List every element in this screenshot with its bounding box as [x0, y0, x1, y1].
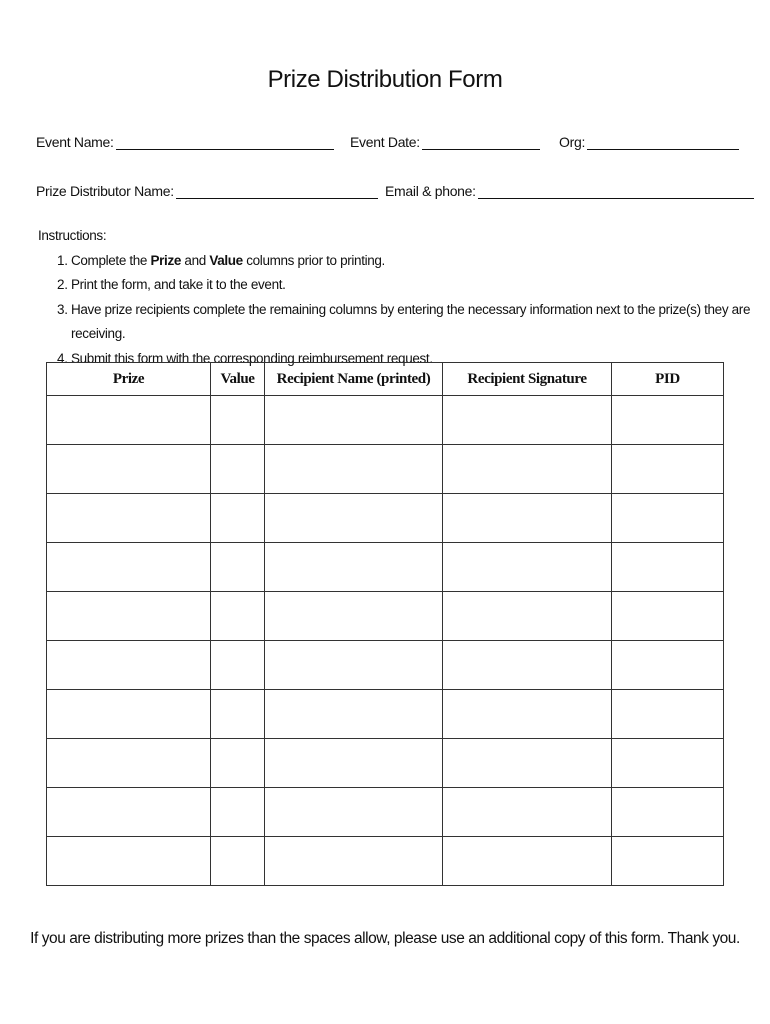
step1-text-a: Complete the [71, 252, 151, 268]
instruction-step-1 [71, 249, 770, 274]
distributor-label: Prize Distributor Name: [36, 183, 174, 199]
table-row [47, 837, 724, 886]
email-phone-field[interactable] [385, 179, 754, 199]
pid-cell[interactable] [612, 788, 724, 837]
value-cell[interactable] [211, 690, 265, 739]
recipient-name-cell[interactable] [265, 592, 443, 641]
table-row [47, 690, 724, 739]
form-title: Prize Distribution Form [267, 66, 503, 93]
prize-table [46, 362, 724, 886]
column-header-recipient-name: Recipient Name (printed) [265, 363, 443, 396]
distributor-field[interactable] [36, 179, 378, 199]
pid-cell[interactable] [612, 494, 724, 543]
recipient-name-cell[interactable] [265, 739, 443, 788]
table-row [47, 641, 724, 690]
event-date-label: Event Date: [350, 134, 420, 150]
recipient-signature-cell[interactable] [443, 837, 612, 886]
instruction-step-2: 2. Print the form, and take it to the event. [71, 273, 770, 298]
recipient-name-cell[interactable] [265, 788, 443, 837]
event-date-line[interactable] [422, 134, 540, 150]
recipient-signature-cell[interactable] [443, 788, 612, 837]
table-row [47, 543, 724, 592]
value-cell[interactable] [211, 641, 265, 690]
step1-text-b: and [181, 252, 210, 268]
column-header-pid: PID [612, 363, 724, 396]
prize-cell[interactable] [47, 739, 211, 788]
org-line[interactable] [587, 134, 739, 150]
recipient-name-cell[interactable] [265, 445, 443, 494]
prize-table-body [47, 396, 724, 886]
step1-prize-bold: Prize [150, 252, 182, 268]
pid-cell[interactable] [612, 396, 724, 445]
value-cell[interactable] [211, 543, 265, 592]
column-header-recipient-signature: Recipient Signature [443, 363, 612, 396]
recipient-signature-cell[interactable] [443, 494, 612, 543]
column-header-prize: Prize [47, 363, 211, 396]
table-row [47, 494, 724, 543]
prize-cell[interactable] [47, 396, 211, 445]
recipient-signature-cell[interactable] [443, 690, 612, 739]
recipient-name-cell[interactable] [265, 543, 443, 592]
recipient-signature-cell[interactable] [443, 641, 612, 690]
instruction-step-4: 4. Submit this form with the corresponding reimbursement request. [71, 347, 770, 372]
value-cell[interactable] [211, 739, 265, 788]
prize-cell[interactable] [47, 543, 211, 592]
instruction-step-3: 3. Have prize recipients complete the remaining columns by entering the necessary information next to the prize(s) they are receiving. [71, 298, 770, 347]
prize-cell[interactable] [47, 445, 211, 494]
pid-cell[interactable] [612, 837, 724, 886]
pid-cell[interactable] [612, 445, 724, 494]
recipient-signature-cell[interactable] [443, 592, 612, 641]
value-cell[interactable] [211, 788, 265, 837]
event-date-field[interactable] [350, 130, 540, 150]
table-row [47, 739, 724, 788]
org-field[interactable] [559, 130, 739, 150]
step1-value-bold: Value [209, 252, 243, 268]
recipient-name-cell[interactable] [265, 641, 443, 690]
recipient-signature-cell[interactable] [443, 543, 612, 592]
table-row [47, 396, 724, 445]
instructions-list [38, 249, 770, 372]
value-cell[interactable] [211, 396, 265, 445]
table-row [47, 445, 724, 494]
pid-cell[interactable] [612, 592, 724, 641]
prize-cell[interactable] [47, 788, 211, 837]
pid-cell[interactable] [612, 690, 724, 739]
prize-cell[interactable] [47, 837, 211, 886]
table-row [47, 788, 724, 837]
column-header-value: Value [211, 363, 265, 396]
prize-cell[interactable] [47, 494, 211, 543]
email-phone-label: Email & phone: [385, 183, 476, 199]
event-name-field[interactable] [36, 130, 334, 150]
recipient-name-cell[interactable] [265, 690, 443, 739]
instructions-heading: Instructions: [38, 228, 107, 243]
recipient-name-cell[interactable] [265, 494, 443, 543]
event-name-line[interactable] [116, 134, 334, 150]
event-name-label: Event Name: [36, 134, 114, 150]
value-cell[interactable] [211, 445, 265, 494]
org-label: Org: [559, 134, 586, 150]
pid-cell[interactable] [612, 543, 724, 592]
email-phone-line[interactable] [478, 183, 754, 199]
prize-cell[interactable] [47, 641, 211, 690]
value-cell[interactable] [211, 494, 265, 543]
recipient-signature-cell[interactable] [443, 396, 612, 445]
value-cell[interactable] [211, 837, 265, 886]
recipient-signature-cell[interactable] [443, 739, 612, 788]
step1-text-c: columns prior to printing. [242, 252, 385, 268]
pid-cell[interactable] [612, 641, 724, 690]
recipient-name-cell[interactable] [265, 396, 443, 445]
pid-cell[interactable] [612, 739, 724, 788]
table-header-row [47, 363, 724, 396]
value-cell[interactable] [211, 592, 265, 641]
footer-note: If you are distributing more prizes than the spaces allow, please use an additional copy of this form. Thank you. [30, 930, 740, 947]
prize-cell[interactable] [47, 592, 211, 641]
prize-cell[interactable] [47, 690, 211, 739]
table-row [47, 592, 724, 641]
recipient-name-cell[interactable] [265, 837, 443, 886]
instructions [38, 224, 770, 371]
recipient-signature-cell[interactable] [443, 445, 612, 494]
distributor-line[interactable] [176, 183, 378, 199]
